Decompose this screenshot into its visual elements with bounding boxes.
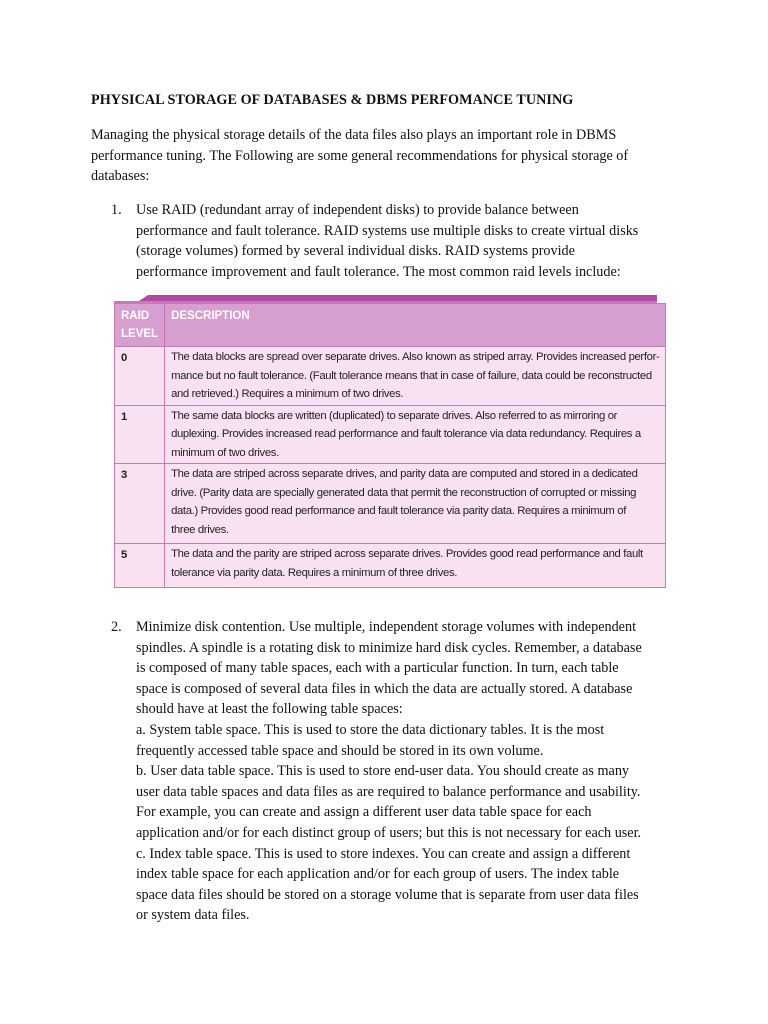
text-line: c. Index table space. This is used to store indexes. You can create and assign a different	[136, 845, 631, 862]
text-line: is composed of many table spaces, each with a particular function. In turn, each table	[136, 660, 619, 677]
text-line: space is composed of several data files in which the data are actually stored. A database	[136, 680, 633, 697]
raid-level-cell: 3	[115, 464, 165, 544]
text-line: space data files should be stored on a storage volume that is separate from user data files	[136, 886, 639, 903]
raid-level-cell: 0	[115, 347, 165, 406]
page-title: PHYSICAL STORAGE OF DATABASES & DBMS PERFOMANCE TUNING	[91, 92, 574, 108]
table-row	[115, 544, 666, 588]
text-line: spindles. A spindle is a rotating disk to minimize hard disk cycles. Remember, a database	[136, 639, 642, 656]
cell-line: minimum of two drives.	[171, 446, 279, 459]
cell-line: The same data blocks are written (duplicated) to separate drives. Also referred to as mirroring or	[171, 409, 618, 422]
list-item-text	[136, 617, 642, 926]
text-line: a. System table space. This is used to store the data dictionary tables. It is the most	[136, 721, 605, 738]
header-raid-level	[115, 304, 165, 347]
text-line: Managing the physical storage details of the data files also plays an important role in DBMS	[91, 127, 617, 143]
table-row	[115, 405, 666, 464]
text-line: b. User data table space. This is used to store end-user data. You should create as many	[136, 763, 630, 780]
cell-line: and retrieved.) Requires a minimum of two drives.	[171, 388, 404, 400]
cell-line: The data are striped across separate drives, and parity data are computed and stored in a dedicated	[171, 468, 638, 480]
text-line: index table space for each application and/or for each group of users. The index table	[136, 866, 620, 883]
list-item-text	[136, 200, 638, 282]
text-line: For example, you can create and assign a different user data table space for each	[136, 804, 592, 821]
text-line: frequently accessed table space and should be stored in its own volume.	[136, 742, 544, 759]
table-row	[115, 464, 666, 544]
cell-line: mance but no fault tolerance. (Fault tolerance means that in case of failure, data could be reconstructed	[171, 369, 652, 382]
cell-line: data.) Provides good read performance and fault tolerance via parity data. Requires a minimum of	[171, 505, 626, 517]
text-line: user data table spaces and data files as are required to balance performance and usability.	[136, 783, 641, 800]
text-line: (storage volumes) formed by several individual disks. RAID systems provide	[136, 243, 575, 260]
text-line: performance improvement and fault tolerance. The most common raid levels include:	[136, 263, 621, 280]
header-text: RAID	[121, 310, 150, 322]
cell-line: The data and the parity are striped across separate drives. Provides good read performance and fault	[171, 548, 643, 560]
cell-line: duplexing. Provides increased read performance and fault tolerance via data redundancy. Requires a	[171, 428, 641, 440]
intro-paragraph	[91, 125, 691, 187]
text-line: should have at least the following table spaces:	[136, 701, 403, 718]
raid-levels-table	[114, 303, 666, 588]
cell-line: three drives.	[171, 523, 229, 536]
cell-line: The data blocks are spread over separate drives. Also known as striped array. Provides increased perfor-	[171, 351, 660, 363]
raid-level-cell: 5	[115, 544, 165, 588]
text-line: Use RAID (redundant array of independent disks) to provide balance between	[136, 202, 579, 218]
cell-line: tolerance via parity data. Requires a minimum of three drives.	[171, 566, 458, 579]
text-line: application and/or for each distinct group of users; but this is not necessary for each user.	[136, 824, 642, 841]
table-header-row	[115, 304, 666, 347]
list-number: 2.	[111, 619, 122, 635]
description-cell	[165, 405, 666, 464]
text-line: or system data files.	[136, 907, 250, 924]
cell-line: drive. (Parity data are specially generated data that permit the reconstruction of corrupted or missing	[171, 486, 637, 499]
header-description: DESCRIPTION	[165, 304, 666, 347]
text-line: performance and fault tolerance. RAID systems use multiple disks to create virtual disks	[136, 222, 639, 239]
text-line: databases:	[91, 168, 150, 185]
list-number: 1.	[111, 202, 122, 218]
description-cell	[165, 347, 666, 406]
description-cell	[165, 464, 666, 544]
raid-level-cell: 1	[115, 405, 165, 464]
header-text: LEVEL	[121, 328, 159, 340]
text-line: performance tuning. The Following are some general recommendations for physical storage of	[91, 147, 629, 164]
text-line: Minimize disk contention. Use multiple, independent storage volumes with independent	[136, 619, 637, 635]
raid-levels-table-figure	[114, 294, 660, 582]
description-cell	[165, 544, 666, 588]
table-row	[115, 347, 666, 406]
